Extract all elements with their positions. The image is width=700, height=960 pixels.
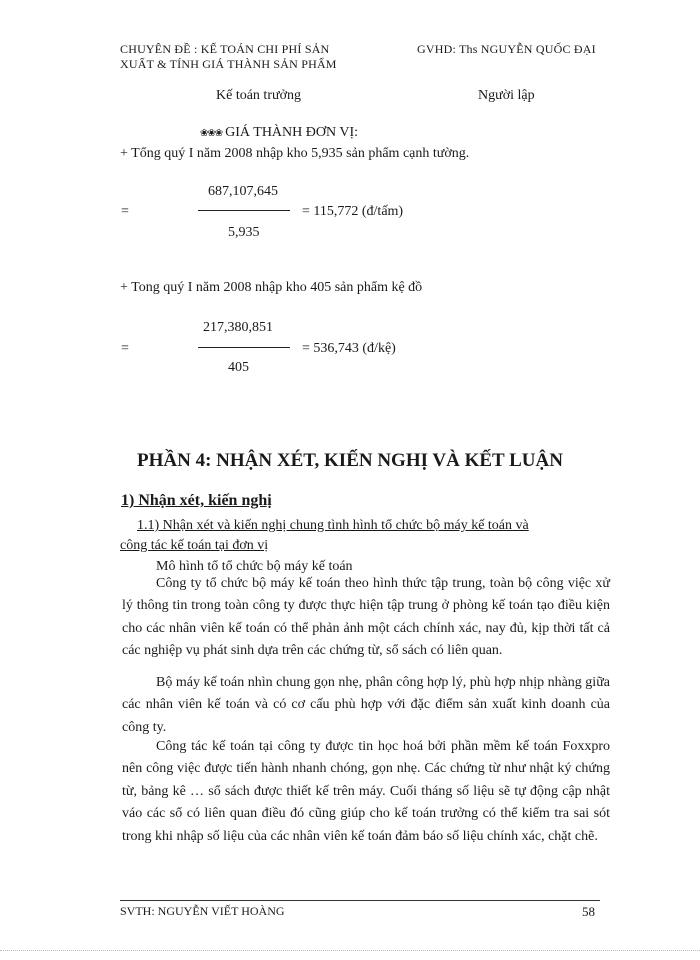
item1-denominator: 5,935 xyxy=(228,225,260,240)
signature-preparer: Người lập xyxy=(478,88,535,103)
item2-result: = 536,743 (đ/kệ) xyxy=(302,341,396,356)
footer-author: SVTH: NGUYỄN VIẾT HOÀNG xyxy=(120,904,285,918)
signature-chief-accountant: Kế toán trưởng xyxy=(216,88,301,103)
header-topic-line2: XUẤT & TÍNH GIÁ THÀNH SẢN PHẨM xyxy=(120,57,337,71)
item1-intro: + Tổng quý I năm 2008 nhập kho 5,935 sản phẩm cạnh tường. xyxy=(120,146,470,161)
item2-fraction-bar xyxy=(198,347,290,348)
org-model-label: Mô hình tổ tổ chức bộ máy kế toán xyxy=(156,559,353,574)
page-number: 58 xyxy=(582,904,595,919)
section1-title: 1) Nhận xét, kiến nghị xyxy=(121,492,272,509)
header-advisor: GVHD: Ths NGUYỄN QUỐC ĐẠI xyxy=(417,42,596,56)
paragraph-1: Công ty tổ chức bộ máy kế toán theo hình thức tập trung, toàn bộ công việc xử lý thông tin trong toàn công ty được thực hiện tập trung ở phòng kế toán tạo điều kiện cho các nhân viên kế toán có thể phản ảnh một cách chính xác, nay đủ, kịp thời tất cả các nghiệp vụ phát sinh dựa trên các chứng từ, sổ sách có liên quan. xyxy=(122,576,610,659)
header-topic-line1: CHUYÊN ĐỀ : KẾ TOÁN CHI PHÍ SẢN xyxy=(120,42,330,56)
item2-denominator: 405 xyxy=(228,360,249,375)
item1-fraction-bar xyxy=(198,210,290,211)
unit-price-heading-text: GIÁ THÀNH ĐƠN VỊ: xyxy=(225,125,359,140)
item1-equals: = xyxy=(121,204,129,219)
flower-bullet-icon: ❀❀❀ xyxy=(200,128,223,139)
section1-subheading-line2: công tác kế toán tại đơn vị xyxy=(120,538,269,553)
item1-result: = 115,772 (đ/tấm) xyxy=(302,204,404,219)
item2-equals: = xyxy=(121,341,129,356)
part-title: PHẦN 4: NHẬN XÉT, KIẾN NGHỊ VÀ KẾT LUẬN xyxy=(137,450,563,471)
paragraph-3: Công tác kế toán tại công ty được tin học hoá bởi phần mềm kế toán Foxxpro nên công việc được tiến hành nhanh chóng, gọn nhẹ. Các chứng từ như nhật ký chứng từ, bảng kê … sổ sách được thiết kế trên máy. Cuối tháng số liệu sẽ tự động cập nhật váo các sổ có liên quan điều đó cũng giúp cho kế toán trưởng có thể kiểm tra sai sót trong khi nhập số liệu của các nhân viên kế toán đảm báo số liệu chính xác, chặt chẽ. xyxy=(122,739,610,844)
item1-numerator: 687,107,645 xyxy=(208,184,278,199)
item2-numerator: 217,380,851 xyxy=(203,320,273,335)
section1-subheading-line1: 1.1) Nhận xét và kiến nghị chung tình hình tổ chức bộ máy kế toán và xyxy=(137,518,529,533)
paragraph-2: Bộ máy kế toán nhìn chung gọn nhẹ, phân công hợp lý, phù hợp nhịp nhàng giữa các nhân viên kế toán và có cơ cấu phù hợp với đặc điểm sản xuất kinh doanh của công ty. xyxy=(122,675,610,735)
footer-rule xyxy=(120,900,600,901)
item2-intro: + Tong quý I năm 2008 nhập kho 405 sản phẩm kệ đồ xyxy=(120,280,423,295)
page-edge xyxy=(0,950,700,952)
